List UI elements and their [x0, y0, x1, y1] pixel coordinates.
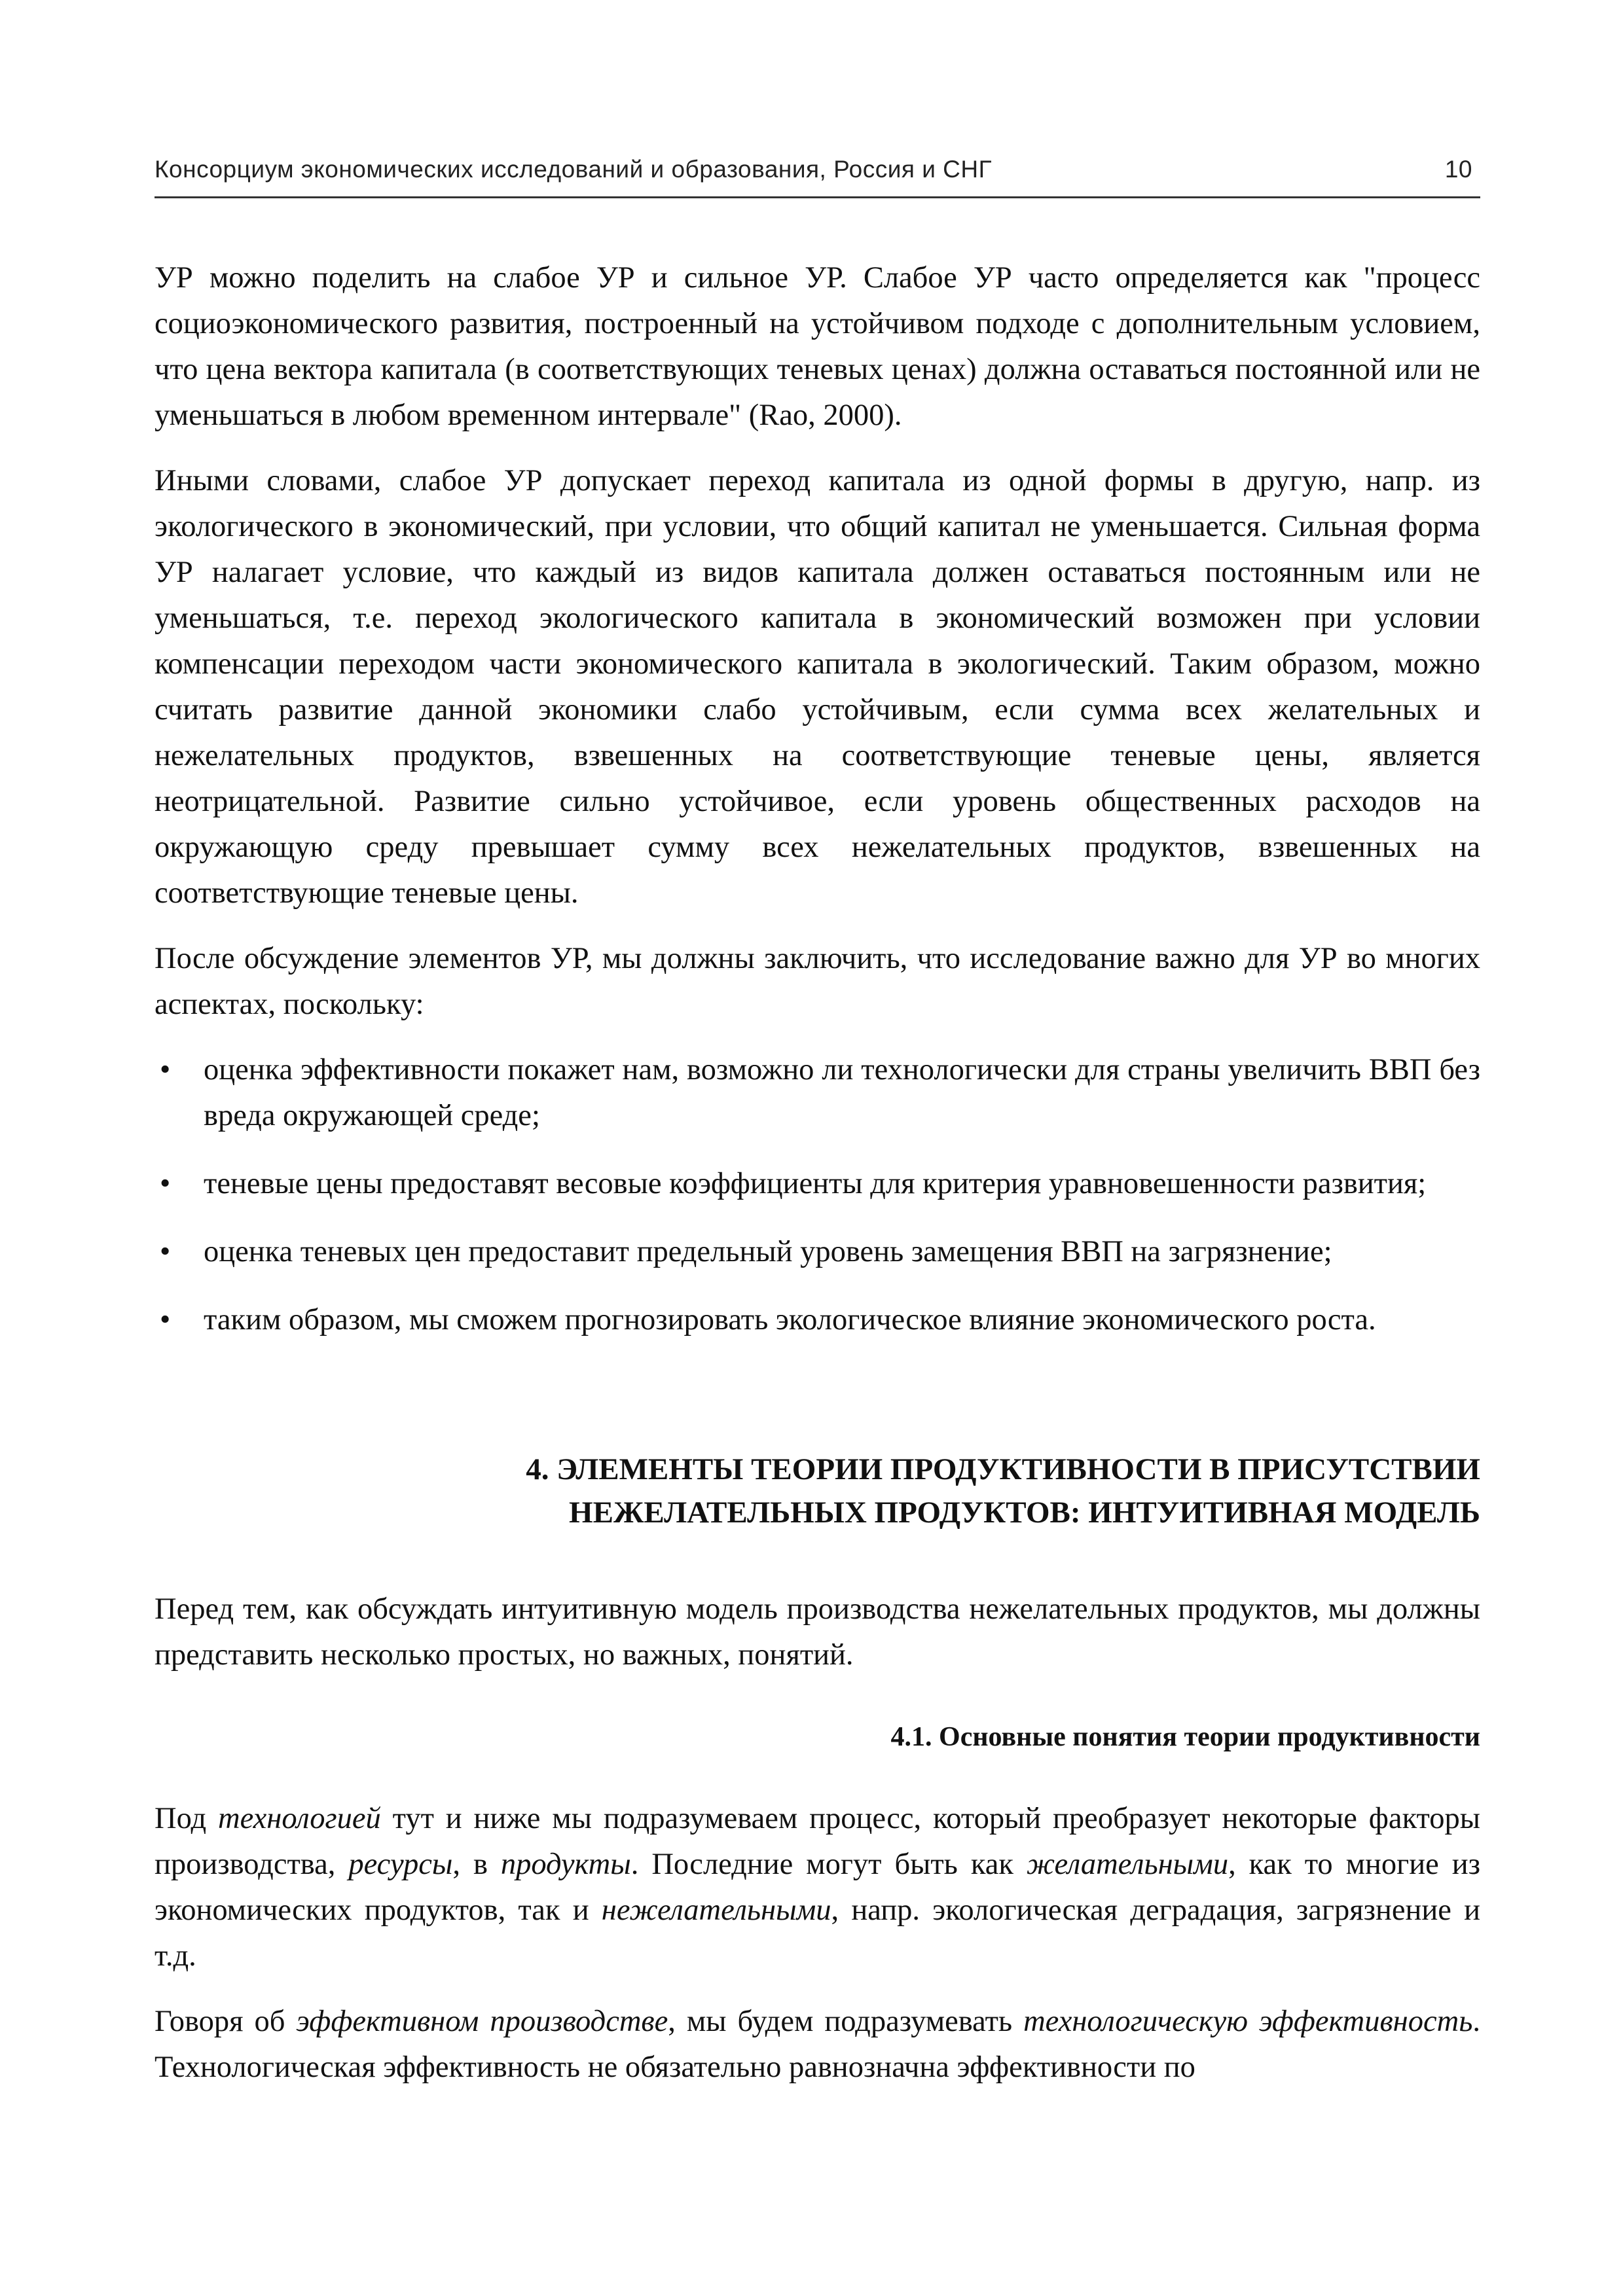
bullet-list — [155, 1047, 1480, 1343]
bullet-icon: • — [160, 1235, 171, 1268]
text-run: , в — [452, 1848, 501, 1881]
page-header — [155, 156, 1480, 198]
section-heading-line-1: 4. ЭЛЕМЕНТЫ ТЕОРИИ ПРОДУКТИВНОСТИ В ПРИСУТСТВИИ — [526, 1452, 1480, 1486]
paragraph-efficient-production — [155, 1999, 1480, 2090]
paragraph-strong-sustainable-development: Иными словами, слабое УР допускает переход капитала из одной формы в другую, напр. из экологического в экономический, при условии, что общий капитал не уменьшается. Сильная форма УР налагает условие, что каждый из видов капитала должен оставаться постоянным или не уменьшаться, т.е. переход экологического капитала в экономический возможен при условии компенсации переходом части экономического капитала в экологический. Таким образом, можно считать развитие данной экономики слабо устойчивым, если сумма всех желательных и нежелательных продуктов, взвешенных на соответствующие теневые цены, является неотрицательной. Развитие сильно устойчивое, если уровень общественных расходов на окружающую среду превышает сумму всех нежелательных продуктов, взвешенных на соответствующие теневые цены. — [155, 464, 1480, 910]
text-run: , как то многие из экономических продуктов, так и — [155, 1848, 1480, 1927]
paragraph-section-intro: Перед тем, как обсуждать интуитивную модель производства нежелательных продуктов, мы должны представить несколько простых, но важных, понятий. — [155, 1592, 1480, 1672]
italic-term: технологией — [218, 1802, 381, 1835]
text-run: , мы будем подразумевать — [668, 2005, 1024, 2038]
text-run: . Последние могут быть как — [630, 1848, 1027, 1881]
paragraph-weak-sustainable-development: УР можно поделить на слабое УР и сильное УР. Слабое УР часто определяется как "процесс социоэкономического развития, построенный на устойчивом подходе с дополнительным условием, что цена вектора капитала (в соответствующих теневых ценах) должна оставаться постоянной или не уменьшаться в любом временном интервале" (Rao, 2000). — [155, 261, 1480, 432]
bullet-icon: • — [160, 1167, 171, 1200]
section-heading-line-2: НЕЖЕЛАТЕЛЬНЫХ ПРОДУКТОВ: ИНТУИТИВНАЯ МОДЕЛЬ — [569, 1496, 1480, 1530]
list-item — [155, 1047, 1480, 1139]
list-item-text: теневые цены предоставят весовые коэффициенты для критерия уравновешенности развития; — [204, 1167, 1427, 1200]
list-item — [155, 1161, 1480, 1207]
list-item — [155, 1297, 1480, 1343]
text-run: , напр. экологическая деградация, загрязнение и т.д. — [155, 1893, 1480, 1973]
document-body — [155, 255, 1480, 2110]
paragraph-conclusion-intro: После обсуждение элементов УР, мы должны заключить, что исследование важно для УР во многих аспектах, поскольку: — [155, 942, 1480, 1021]
italic-term: ресурсы — [348, 1848, 453, 1881]
list-item-text: таким образом, мы сможем прогнозировать экологическое влияние экономического роста. — [204, 1303, 1376, 1336]
subsection-heading: 4.1. Основные понятия теории продуктивности — [890, 1722, 1480, 1752]
italic-term: технологическую эффективность — [1023, 2005, 1473, 2038]
italic-term: продукты — [500, 1848, 631, 1881]
section-heading — [155, 1448, 1480, 1534]
running-header-title: Консорциум экономических исследований и образования, Россия и СНГ — [155, 156, 993, 183]
text-run: Говоря об — [155, 2005, 297, 2038]
page-number: 10 — [1444, 156, 1472, 183]
list-item-text: оценка эффективности покажет нам, возможно ли технологически для страны увеличить ВВП без вреда окружающей среде; — [204, 1053, 1480, 1132]
paragraph-technology-definition — [155, 1796, 1480, 1979]
text-run: . Технологическая эффективность не обязательно равнозначна эффективности по — [155, 2005, 1481, 2084]
italic-term: желательными — [1026, 1848, 1229, 1881]
text-run: Под — [155, 1802, 219, 1835]
list-item-text: оценка теневых цен предоставит предельный уровень замещения ВВП на загрязнение; — [204, 1235, 1332, 1268]
bullet-icon: • — [160, 1053, 171, 1086]
bullet-icon: • — [160, 1303, 171, 1336]
italic-term: нежелательными — [601, 1893, 831, 1927]
text-run: тут и ниже мы подразумеваем процесс, который преобразует некоторые факторы производства, — [155, 1802, 1480, 1881]
italic-term: эффективном производстве — [296, 2005, 668, 2038]
list-item — [155, 1229, 1480, 1275]
